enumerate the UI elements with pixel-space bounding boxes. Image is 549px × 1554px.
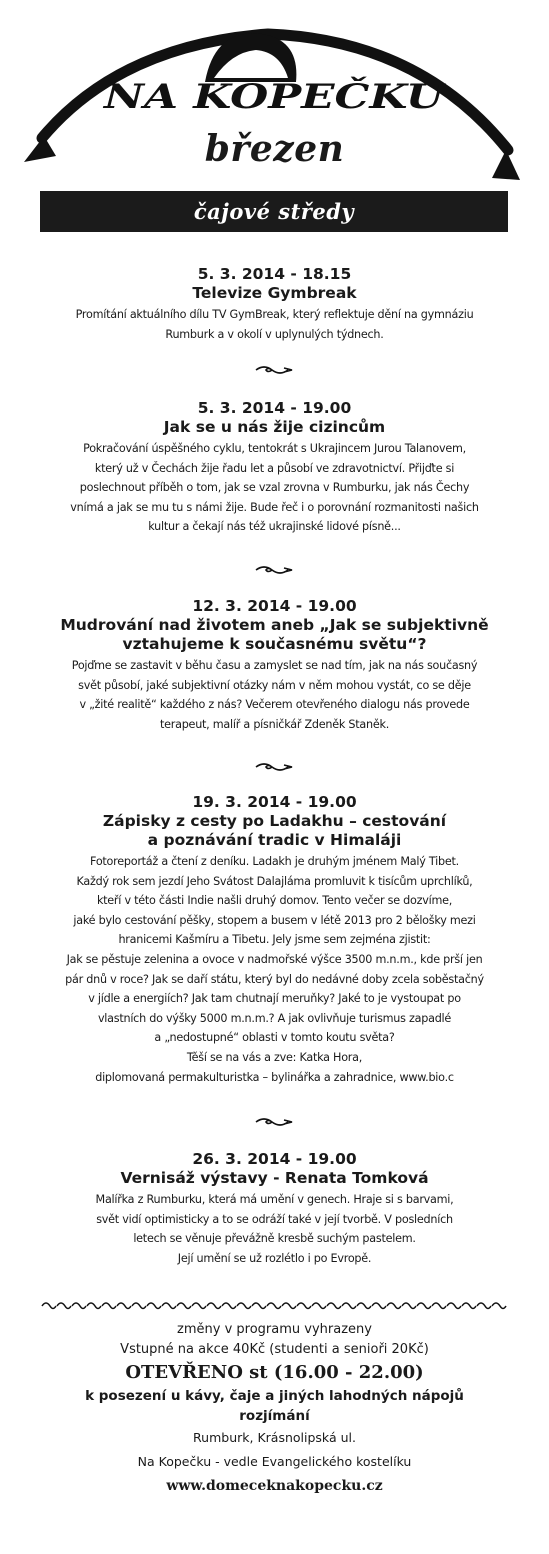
desc-line: Těší se na vás a zve: Katka Hora, (186, 1050, 363, 1064)
desc-line: v jídle a energiích? Jak tam chutnají meruňky? Jaké to je vystoupat po (88, 992, 461, 1006)
event-title (22, 1169, 527, 1188)
rule-segment (237, 1303, 251, 1309)
rule-segment (87, 1303, 101, 1309)
desc-line: poslechnout příběh o tom, jak se vzal zrovna v Rumburku, jak nás Čechy (79, 481, 470, 495)
event-title-line: Televize Gymbreak (192, 284, 357, 302)
rule-segment (477, 1303, 491, 1309)
ornament-divider (254, 761, 294, 773)
ornament-divider (254, 364, 294, 376)
rule-segment (72, 1303, 86, 1309)
desc-line: který už v Čechách žije řadu let a působí ve zdravotnictví. Přijďte si (94, 461, 455, 475)
rule-segment (102, 1303, 116, 1309)
desc-line: Promítání aktuálního dílu TV GymBreak, který reflektuje dění na gymnáziu (75, 308, 474, 321)
event-title-line: Jak se u nás žije cizincům (163, 418, 386, 436)
rule-segment (492, 1303, 506, 1309)
rule-segment (282, 1303, 296, 1309)
desc-line: kteří v této části Indie našli druhý domov. Tento večer se dozvíme, (96, 894, 453, 908)
desc-line: diplomovaná permakulturistka – bylinářka a zahradnice, www.bio.c (95, 1070, 454, 1084)
serve-line: rozjímání (239, 1408, 310, 1424)
event-title (22, 812, 527, 850)
rule-segment (342, 1303, 356, 1309)
desc-line: svět působí, jaké subjektivní otázky nám v něm mohou vystát, co se děje (78, 678, 471, 692)
event-title-line: Mudrování nad životem aneb „Jak se subjektivně (60, 616, 489, 634)
event-description (22, 656, 527, 734)
rule-segment (42, 1303, 56, 1309)
event-date: 5. 3. 2014 - 19.00 (197, 399, 352, 417)
rule-segment (447, 1303, 461, 1309)
rule-segment (177, 1303, 191, 1309)
rule-segment (327, 1303, 341, 1309)
event-date: 12. 3. 2014 - 19.00 (192, 597, 357, 615)
month-title: březen (204, 128, 345, 170)
event-title (22, 284, 527, 303)
rule-segment (297, 1303, 311, 1309)
event-4 (22, 792, 527, 1087)
location: Na Kopečku - vedle Evangelického kostelíku (137, 1454, 412, 1469)
rule-segment (207, 1303, 221, 1309)
event-3 (22, 596, 527, 734)
rule-segment (432, 1303, 446, 1309)
rule-segment (372, 1303, 386, 1309)
rule-segment (387, 1303, 401, 1309)
footer (0, 1320, 549, 1498)
event-title-line: Zápisky z cesty po Ladakhu – cestování (102, 812, 447, 830)
desc-line: Její umění se už rozlétlo i po Evropě. (177, 1251, 372, 1265)
event-2 (22, 398, 527, 537)
event-title-line: a poznávání tradic v Himaláji (147, 831, 402, 849)
desc-line: vlastních do výšky 5000 m.n.m.? A jak ovlivňuje turismus zapadlé (97, 1011, 452, 1025)
desc-line: hranicemi Kašmíru a Tibetu. Jely jsme sem zejména zjistit: (118, 933, 431, 947)
event-description (22, 1190, 527, 1268)
event-title-line: Vernisáž výstavy - Renata Tomková (120, 1169, 429, 1187)
logo-text: NA KOPEČKU (104, 77, 369, 117)
desc-line: kultur a čekají nás též ukrajinské lidové písně... (148, 520, 401, 534)
series-banner: čajové středy (40, 191, 508, 232)
desc-line: a „nedostupné“ oblasti v tomto koutu světa? (154, 1031, 395, 1045)
ornament-divider (254, 1116, 294, 1128)
desc-line: Fotoreportáž a čtení z deníku. Ladakh je druhým jménem Malý Tibet. (90, 855, 459, 868)
event-title (22, 418, 527, 437)
desc-line: pár dnů v roce? Jak se daří státu, který byl do nedávné doby zcela soběstačný (65, 972, 484, 986)
event-date: 19. 3. 2014 - 19.00 (192, 793, 357, 811)
desc-line: Každý rok sem jezdí Jeho Svátost Dalajláma promluvit k tisícům uprchlíků, (76, 874, 473, 888)
rule-segment (357, 1303, 371, 1309)
ornament-rule (40, 1299, 510, 1313)
rule-segment (117, 1303, 131, 1309)
desc-line: v „žité realitě“ každého z nás? Večerem otevřeného dialogu nás provede (79, 698, 470, 712)
desc-line: jaké bylo cestování pěšky, stopem a busem v létě 2013 pro 2 bělošky mezi (73, 913, 476, 927)
rule-segment (192, 1303, 206, 1309)
rule-segment (402, 1303, 416, 1309)
rule-segment (462, 1303, 476, 1309)
event-1 (22, 264, 527, 344)
event-description (22, 439, 527, 537)
rule-segment (312, 1303, 326, 1309)
rule-segment (267, 1303, 281, 1309)
event-title-line: vztahujeme k současnému světu“? (122, 635, 427, 653)
event-date: 5. 3. 2014 - 18.15 (197, 265, 352, 283)
desc-line: Pojďme se zastavit v běhu času a zamyslet se nad tím, jak na nás současný (71, 659, 478, 672)
website-link[interactable]: www.domeceknakopecku.cz (166, 1478, 383, 1494)
opening-hours: OTEVŘENO st (16.00 - 22.00) (125, 1362, 424, 1383)
desc-line: Rumburk a v okolí v uplynulých týdnech. (165, 327, 384, 341)
event-description (22, 305, 527, 344)
rule-segment (417, 1303, 431, 1309)
rule-segment (132, 1303, 146, 1309)
program-note: změny v programu vyhrazeny (177, 1322, 372, 1337)
event-description (22, 852, 527, 1087)
desc-line: Jak se pěstuje zelenina a ovoce v nadmořské výšce 3500 m.n.m., kde prší jen (66, 952, 483, 966)
event-date: 26. 3. 2014 - 19.00 (192, 1150, 357, 1168)
event-title (22, 616, 527, 654)
desc-line: Malířka z Rumburku, která má umění v genech. Hraje si s barvami, (95, 1193, 454, 1206)
rule-segment (252, 1303, 266, 1309)
desc-line: vnímá a jak se mu tu s námi žije. Bude řeč i o porovnání rozmanitosti našich (70, 500, 479, 514)
desc-line: terapeut, malíř a písničkář Zdeněk Staněk. (159, 717, 390, 731)
desc-line: svět vidí optimisticky a to se odráží také v její tvorbě. V posledních (96, 1212, 453, 1226)
desc-line: Pokračování úspěšného cyklu, tentokrát s Ukrajincem Jurou Talanovem, (83, 442, 466, 455)
address: Rumburk, Krásnolipská ul. (193, 1430, 356, 1445)
rule-segment (147, 1303, 161, 1309)
rule-segment (222, 1303, 236, 1309)
event-5 (22, 1149, 527, 1268)
serve-line: k posezení u kávy, čaje a jiných lahodných nápojů (85, 1388, 464, 1404)
ornament-divider (254, 564, 294, 576)
rule-segment (57, 1303, 71, 1309)
desc-line: letech se věnuje převážně kresbě suchým pastelem. (133, 1232, 416, 1246)
entry-fee: Vstupné na akce 40Kč (studenti a senioři 20Kč) (120, 1342, 429, 1357)
rule-segment (162, 1303, 176, 1309)
